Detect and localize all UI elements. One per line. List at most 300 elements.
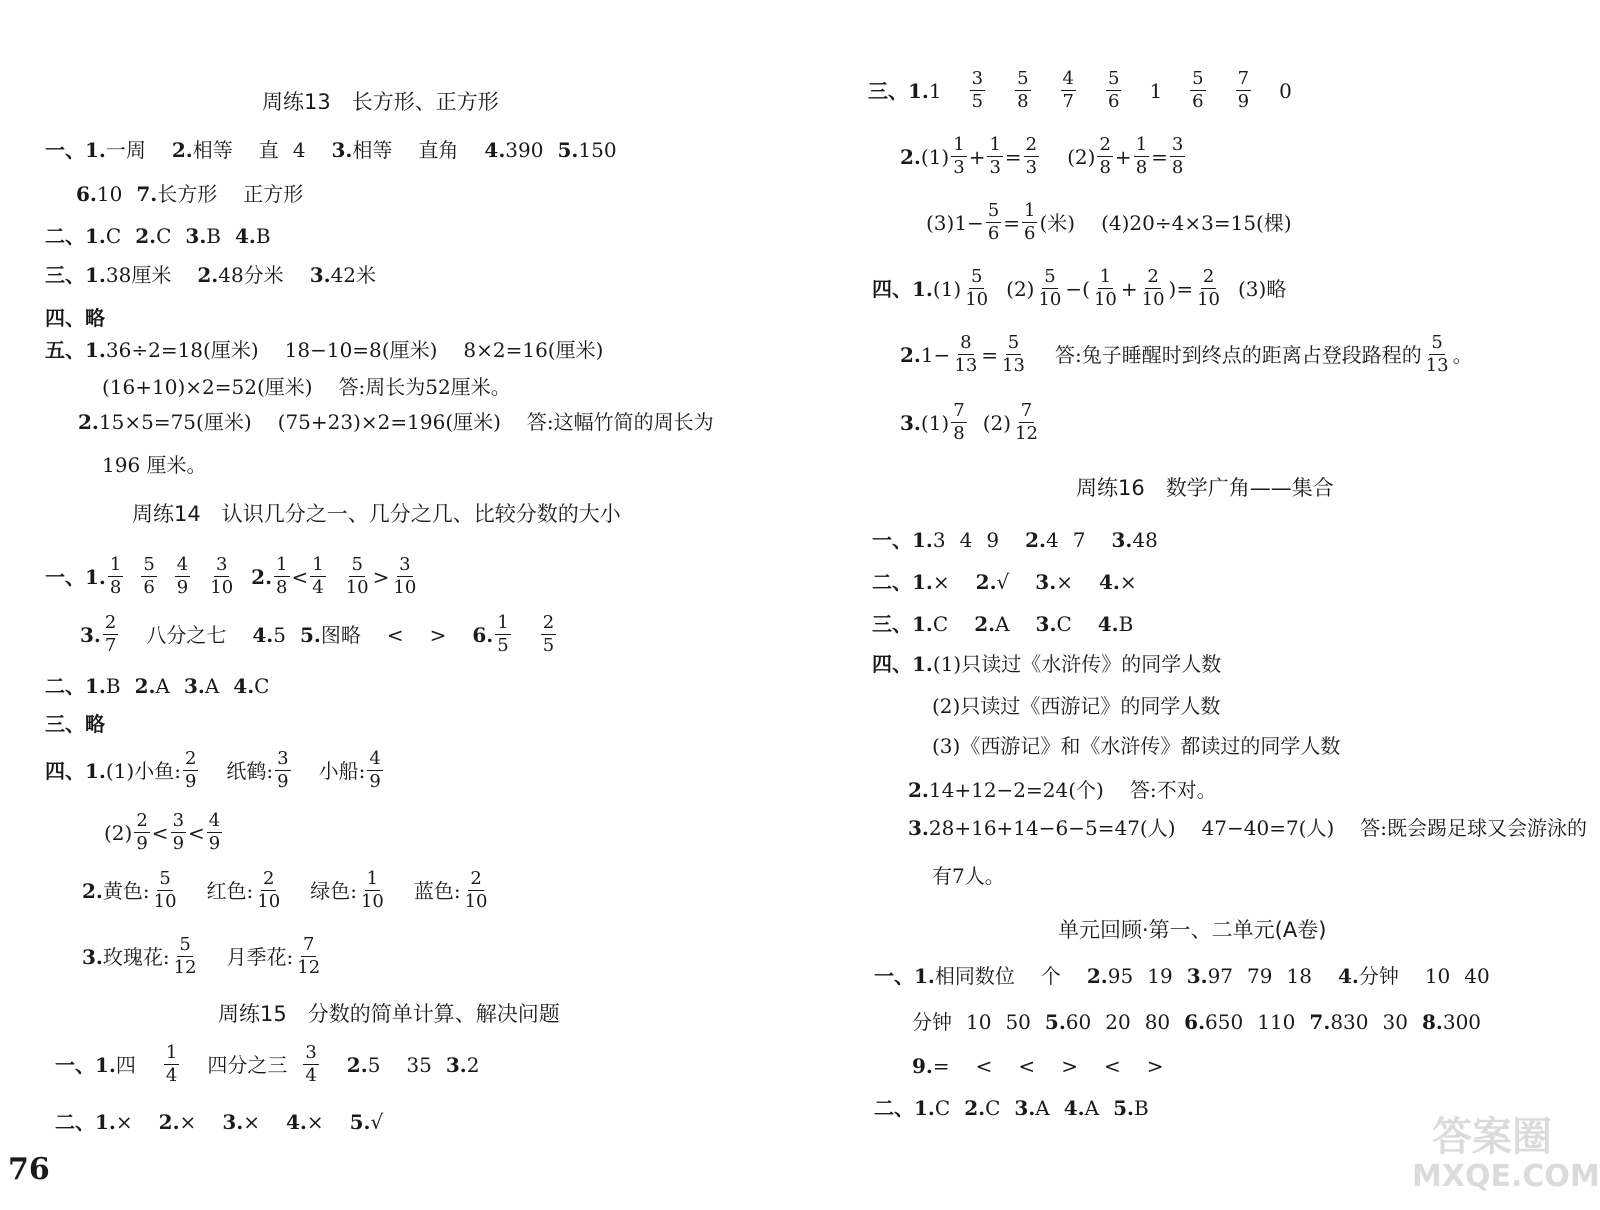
item-num: 2. (171, 138, 193, 162)
w15-line-2 (55, 1112, 383, 1132)
fraction: $\frac{5}{6}$ (143, 554, 155, 598)
fraction: $\frac{4}{7}$ (1062, 68, 1074, 112)
fraction: $\frac{1}{8}$ (1135, 134, 1148, 178)
label: 1− (920, 342, 951, 367)
compare-sign: < (1018, 1054, 1036, 1078)
fraction: $\frac{5}{6}$ (1107, 68, 1120, 112)
unit: (米) (1039, 210, 1076, 235)
answer: √ (370, 1110, 384, 1134)
item-num: 2. (78, 410, 99, 434)
fraction: $\frac{3}{10}$ (393, 554, 417, 598)
answer: 48分米 (218, 263, 284, 287)
item-num: 一、1. (45, 138, 106, 162)
item-num: 3. (1014, 1096, 1036, 1120)
fraction: $\frac{5}{10}$ (153, 868, 177, 912)
section-title-w14: 周练14 认识几分之一、几分之几、比较分数的大小 (132, 502, 621, 526)
w14-line-4: 三、略 (45, 712, 105, 736)
w13-line-1 (45, 140, 617, 160)
label: (2) (104, 820, 133, 845)
compare-sign: > (1146, 1054, 1164, 1078)
answer: B (206, 224, 221, 248)
answer: C (934, 1096, 951, 1120)
answer: 2 (466, 1052, 480, 1077)
w13-line-7 (102, 377, 511, 397)
fraction: $\frac{5}{6}$ (1192, 68, 1204, 112)
item-num: 4. (233, 674, 255, 698)
item-num: 2. (900, 342, 921, 367)
w13-line-3 (45, 226, 271, 246)
answer: 30 (1382, 1010, 1408, 1034)
answer: 答:兔子睡醒时到终点的距离占登段路程的 (1054, 342, 1422, 367)
item-num: 2. (82, 878, 103, 903)
answer: 7 (1072, 528, 1086, 552)
answer: 直角 (418, 138, 459, 162)
item-num: 5. (349, 1110, 371, 1134)
item-num: 3. (183, 674, 205, 698)
ur-line-3 (912, 1056, 1163, 1076)
item-num: 三、1. (868, 78, 929, 103)
section-title-unit-review: 单元回顾·第一、二单元(A卷) (1058, 918, 1327, 942)
label: 蓝色: (413, 878, 461, 903)
fraction: $\frac{5}{10}$ (345, 554, 369, 598)
answer: B (255, 224, 271, 248)
section-title-w13: 周练13 长方形、正方形 (262, 90, 499, 114)
item-num: 6. (1184, 1010, 1206, 1034)
answer: 答:不对。 (1129, 778, 1217, 802)
answer: B (1118, 612, 1134, 636)
answer: B (105, 674, 121, 698)
answer: 97 (1207, 964, 1234, 988)
label: (2) (1067, 144, 1096, 169)
answer: × (306, 1110, 324, 1134)
w14-line-8 (82, 936, 324, 977)
answer: 150 (578, 138, 617, 162)
item-num: 2. (346, 1052, 368, 1077)
answer: 图略 (320, 622, 361, 647)
item-num: 2. (135, 224, 157, 248)
fraction: $\frac{2}{5}$ (542, 612, 555, 656)
w15c-line-6 (900, 402, 1042, 443)
answer: 四分之三 (207, 1052, 288, 1077)
item-num: 一、1. (45, 564, 106, 589)
label: 小船: (318, 758, 366, 783)
item-num: 2. (964, 1096, 986, 1120)
item-num: 四、1. (872, 652, 933, 676)
answer: (3)略 (1238, 276, 1287, 301)
item-num: 6. (472, 622, 494, 647)
answer: 60 (1065, 1010, 1092, 1034)
answer: 相等 (352, 138, 393, 162)
fraction: $\frac{2}{10}$ (1141, 266, 1165, 310)
answer: 四 (115, 1052, 136, 1077)
answer: 48 (1132, 528, 1158, 552)
answer: 4 (959, 528, 973, 552)
answer: 5 (367, 1052, 381, 1077)
item-num: 5. (1044, 1010, 1066, 1034)
answer: 20 (1105, 1010, 1131, 1034)
fraction: $\frac{2}{8}$ (1099, 134, 1111, 178)
watermark-text-bottom: MXQE.COM (1412, 1159, 1600, 1194)
compare-sign: < (151, 820, 169, 845)
item-num: 6. (76, 182, 97, 206)
operator: = (1004, 144, 1022, 169)
answer: 35 (406, 1052, 432, 1077)
answer: 个 (1040, 964, 1061, 988)
answer: 110 (1257, 1010, 1296, 1034)
answer: 19 (1147, 964, 1173, 988)
item-num: 2. (1025, 528, 1046, 552)
answer: 长方形 (157, 182, 218, 206)
answer: 直 (258, 138, 279, 162)
item-num: 2. (974, 612, 996, 636)
section-title-w15: 周练15 分数的简单计算、解决问题 (218, 1002, 560, 1026)
answer: 47−40=7(人) (1201, 816, 1335, 840)
item-num: 2. (251, 564, 273, 589)
answer: 40 (1464, 964, 1490, 988)
fraction: $\frac{5}{8}$ (1017, 68, 1029, 112)
answer: 14+12−2=24(个) (928, 778, 1104, 802)
item-num: 3. (185, 224, 207, 248)
item-num: 2. (908, 778, 929, 802)
w13-line-6 (45, 340, 603, 360)
fraction: $\frac{2}{10}$ (1197, 266, 1220, 310)
answer: (1)只读过《水浒传》的同学人数 (932, 652, 1222, 676)
fraction: $\frac{1}{5}$ (497, 612, 509, 656)
answer: C (156, 224, 172, 248)
item-num: 5. (557, 138, 579, 162)
label: (1) (932, 276, 962, 301)
answer: 10 (96, 182, 123, 206)
fraction: $\frac{1}{10}$ (360, 868, 384, 912)
answer: A (995, 612, 1010, 636)
answer: × (243, 1110, 260, 1134)
fraction: $\frac{3}{9}$ (277, 748, 289, 792)
item-num: 4. (1063, 1096, 1085, 1120)
answer: × (932, 570, 950, 594)
item-num: 2. (158, 1110, 180, 1134)
label: 月季花: (226, 944, 294, 969)
answer: 38厘米 (105, 263, 172, 287)
answer: B (1133, 1096, 1149, 1120)
w16-line-8 (908, 818, 1587, 838)
item-num: 3. (222, 1110, 244, 1134)
item-num: 二、1. (874, 1096, 935, 1120)
answer: 1 (1149, 78, 1163, 103)
item-num: 五、1. (45, 338, 106, 362)
item-num: 一、1. (872, 528, 933, 552)
answer: × (115, 1110, 133, 1134)
page-number: 76 (8, 1152, 50, 1187)
answer: C (254, 674, 270, 698)
compare-sign: = (932, 1054, 950, 1078)
item-num: 2. (975, 570, 997, 594)
answer: C (932, 612, 949, 636)
ur-line-2 (912, 1012, 1481, 1032)
item-num: 3. (309, 263, 331, 287)
item-num: 3. (80, 622, 101, 647)
answer: 4 (1045, 528, 1059, 552)
label: 黄色: (102, 878, 150, 903)
fraction: $\frac{1}{4}$ (312, 554, 324, 598)
ur-line-1 (874, 966, 1490, 986)
fraction: $\frac{1}{6}$ (1024, 200, 1036, 244)
label: (2) (982, 410, 1012, 435)
answer: A (1084, 1096, 1100, 1120)
w14-line-5 (45, 750, 385, 791)
item-num: 2. (900, 144, 921, 169)
operator: )= (1168, 276, 1194, 301)
answer: A (155, 674, 170, 698)
item-num: 二、1. (55, 1110, 116, 1134)
answer: C (1056, 612, 1072, 636)
fraction: $\frac{3}{4}$ (305, 1042, 317, 1086)
answer: 1 (928, 78, 942, 103)
label: 纸鹤: (226, 758, 274, 783)
item-num: 3. (900, 410, 921, 435)
fraction: $\frac{5}{13}$ (1002, 332, 1025, 376)
item-num: 一、1. (874, 964, 935, 988)
answer: 50 (1005, 1010, 1031, 1034)
fraction: $\frac{2}{9}$ (184, 748, 197, 792)
w14-line-3 (45, 676, 269, 696)
fraction: $\frac{3}{5}$ (971, 68, 984, 112)
fraction: $\frac{2}{10}$ (464, 868, 488, 912)
item-num: 3. (445, 1052, 467, 1077)
item-num: 4. (1337, 964, 1359, 988)
answer: A (1035, 1096, 1050, 1120)
item-num: 4. (1098, 570, 1120, 594)
item-num: 3. (82, 944, 103, 969)
answer: 相等 (192, 138, 233, 162)
w13-line-2 (76, 184, 303, 204)
answer: 5 (273, 622, 286, 647)
item-num: 9. (912, 1054, 933, 1078)
ur-line-4 (874, 1098, 1149, 1118)
item-num: 8. (1421, 1010, 1443, 1034)
answer: 18 (1286, 964, 1312, 988)
answer: 95 (1107, 964, 1134, 988)
w13-line-9: 196 厘米。 (102, 453, 207, 477)
answer: 9 (986, 528, 1000, 552)
label: 绿色: (310, 878, 357, 903)
item-num: 4. (235, 224, 256, 248)
fraction: $\frac{3}{8}$ (1171, 134, 1184, 178)
w16-line-4 (872, 654, 1221, 674)
fraction: $\frac{4}{9}$ (369, 748, 381, 792)
fraction: $\frac{5}{13}$ (1425, 332, 1449, 376)
fraction: $\frac{5}{10}$ (965, 266, 989, 310)
item-num: 三、1. (872, 612, 933, 636)
fraction: $\frac{2}{10}$ (257, 868, 281, 912)
item-num: 3. (1186, 964, 1208, 988)
w16-line-7 (908, 780, 1217, 800)
item-num: 3. (1111, 528, 1133, 552)
watermark-text-top: 答案圈 (1432, 1114, 1552, 1160)
fraction: $\frac{4}{9}$ (176, 554, 189, 598)
answer: 28+16+14−6−5=47(人) (928, 816, 1176, 840)
watermark-logo (1412, 1105, 1600, 1200)
fraction: $\frac{3}{9}$ (172, 810, 185, 854)
w15c-line-1 (868, 70, 1292, 111)
answer: 42米 (330, 263, 377, 287)
w16-line-9: 有7人。 (932, 864, 1005, 888)
fraction: $\frac{1}{4}$ (165, 1042, 178, 1086)
compare-sign: > (1061, 1054, 1078, 1078)
fraction: $\frac{7}{8}$ (953, 400, 965, 444)
item-num: 3. (908, 816, 929, 840)
answer: 相同数位 (934, 964, 1015, 988)
answer: 830 (1330, 1010, 1369, 1034)
answer: C (105, 224, 122, 248)
fraction: $\frac{1}{10}$ (1093, 266, 1117, 310)
operator: + (1114, 144, 1132, 169)
w13-line-8 (78, 412, 714, 432)
answer: 300 (1442, 1010, 1482, 1034)
answer: 答:周长为52厘米。 (338, 375, 511, 399)
item-num: 4. (484, 138, 506, 162)
w13-line-5: 四、略 (45, 306, 105, 330)
answer: 0 (1279, 78, 1292, 103)
label: (3)1− (926, 210, 984, 235)
compare-sign: < (975, 1054, 993, 1078)
operator: + (1120, 276, 1138, 301)
answer: 80 (1144, 1010, 1171, 1034)
fraction: $\frac{1}{3}$ (989, 134, 1001, 178)
item-num: 5. (1113, 1096, 1134, 1120)
answer: 一周 (105, 138, 146, 162)
item-num: 2. (134, 674, 156, 698)
answer: 4 (292, 138, 306, 162)
compare-sign: < (188, 820, 205, 845)
compare-sign: < (1103, 1054, 1121, 1078)
answer: A (204, 674, 220, 698)
answer: 分钟 (912, 1010, 952, 1034)
item-num: 二、1. (45, 224, 106, 248)
section-title-w16: 周练16 数学广角——集合 (1076, 476, 1334, 500)
operator: = (981, 342, 999, 367)
fraction: $\frac{2}{7}$ (104, 612, 117, 656)
fraction: $\frac{7}{12}$ (1015, 400, 1038, 444)
answer: 3 (932, 528, 946, 552)
answer: 18−10=8(厘米) (284, 338, 438, 362)
compare-sign: > (429, 622, 447, 647)
label: (1) (920, 144, 950, 169)
item-num: 二、1. (45, 674, 106, 698)
item-num: 2. (1086, 964, 1108, 988)
w15c-line-5 (900, 334, 1473, 375)
w14-line-6 (104, 812, 224, 853)
item-num: 四、1. (872, 276, 933, 301)
fraction: $\frac{3}{10}$ (210, 554, 234, 598)
item-num: 7. (1309, 1010, 1331, 1034)
answer: 答:这幅竹简的周长为 (526, 410, 714, 434)
answer: (4)20÷4×3=15(棵) (1101, 210, 1292, 235)
item-num: 3. (331, 138, 353, 162)
answer: × (1056, 570, 1073, 594)
item-num: 三、1. (45, 263, 106, 287)
w16-line-6: (3)《西游记》和《水浒传》都读过的同学人数 (932, 734, 1341, 758)
answer: 390 (505, 138, 544, 162)
item-num: 3. (1035, 570, 1057, 594)
compare-sign: < (386, 622, 404, 647)
punctuation: 。 (1452, 342, 1473, 367)
answer: 36÷2=18(厘米) (105, 338, 259, 362)
answer: (75+23)×2=196(厘米) (277, 410, 501, 434)
w14-line-2 (80, 614, 558, 655)
answer: 15×5=75(厘米) (98, 410, 252, 434)
answer: 分钟 (1358, 964, 1399, 988)
answer: (16+10)×2=52(厘米) (102, 375, 313, 399)
answer: 正方形 (243, 182, 304, 206)
fraction: $\frac{4}{9}$ (208, 810, 221, 854)
w16-line-3 (872, 614, 1133, 634)
item-num: 5. (299, 622, 321, 647)
fraction: $\frac{5}{12}$ (173, 934, 197, 978)
fraction: $\frac{7}{9}$ (1237, 68, 1250, 112)
answer: × (179, 1110, 197, 1134)
fraction: $\frac{8}{13}$ (954, 332, 978, 376)
label: (1) (920, 410, 950, 435)
label: (1)小鱼: (105, 758, 181, 783)
fraction: $\frac{1}{3}$ (953, 134, 965, 178)
answer: 答:既会踢足球又会游泳的 (1360, 816, 1588, 840)
fraction: $\frac{2}{9}$ (136, 810, 148, 854)
answer: C (985, 1096, 1001, 1120)
operator: = (1151, 144, 1168, 169)
w15c-line-2 (900, 136, 1187, 177)
answer: 8×2=16(厘米) (463, 338, 604, 362)
answer: 650 (1205, 1010, 1244, 1034)
w16-line-2 (872, 572, 1137, 592)
compare-sign: > (372, 564, 390, 589)
w16-line-5: (2)只读过《西游记》的同学人数 (932, 694, 1221, 718)
fraction: $\frac{5}{6}$ (987, 200, 1000, 244)
compare-sign: < (291, 564, 309, 589)
operator: = (1003, 210, 1021, 235)
fraction: $\frac{1}{8}$ (276, 554, 288, 598)
w14-line-1 (45, 556, 420, 597)
item-num: 四、1. (45, 758, 106, 783)
fraction: $\frac{2}{3}$ (1025, 134, 1038, 178)
label: (2) (1006, 276, 1035, 301)
answer: 79 (1247, 964, 1273, 988)
fraction: $\frac{5}{10}$ (1038, 266, 1062, 310)
fraction: $\frac{1}{8}$ (109, 554, 122, 598)
w14-line-7 (82, 870, 492, 911)
label: 玫瑰花: (102, 944, 170, 969)
fraction: $\frac{7}{12}$ (297, 934, 321, 978)
answer: 八分之七 (146, 622, 227, 647)
w15-line-1 (55, 1044, 480, 1085)
answer: 10 (966, 1010, 992, 1034)
item-num: 3. (1035, 612, 1057, 636)
item-num: 二、1. (872, 570, 933, 594)
w13-line-4 (45, 265, 376, 285)
w15c-line-3 (926, 202, 1292, 243)
operator: −( (1065, 276, 1090, 301)
item-num: 4. (285, 1110, 307, 1134)
operator: + (968, 144, 986, 169)
item-num: 2. (197, 263, 219, 287)
item-num: 4. (1097, 612, 1119, 636)
item-num: 一、1. (55, 1052, 116, 1077)
answer: 10 (1424, 964, 1451, 988)
w16-line-1 (872, 530, 1158, 550)
item-num: 4. (252, 622, 274, 647)
w15c-line-4 (872, 268, 1286, 309)
answer: × (1119, 570, 1137, 594)
answer: √ (996, 570, 1010, 594)
